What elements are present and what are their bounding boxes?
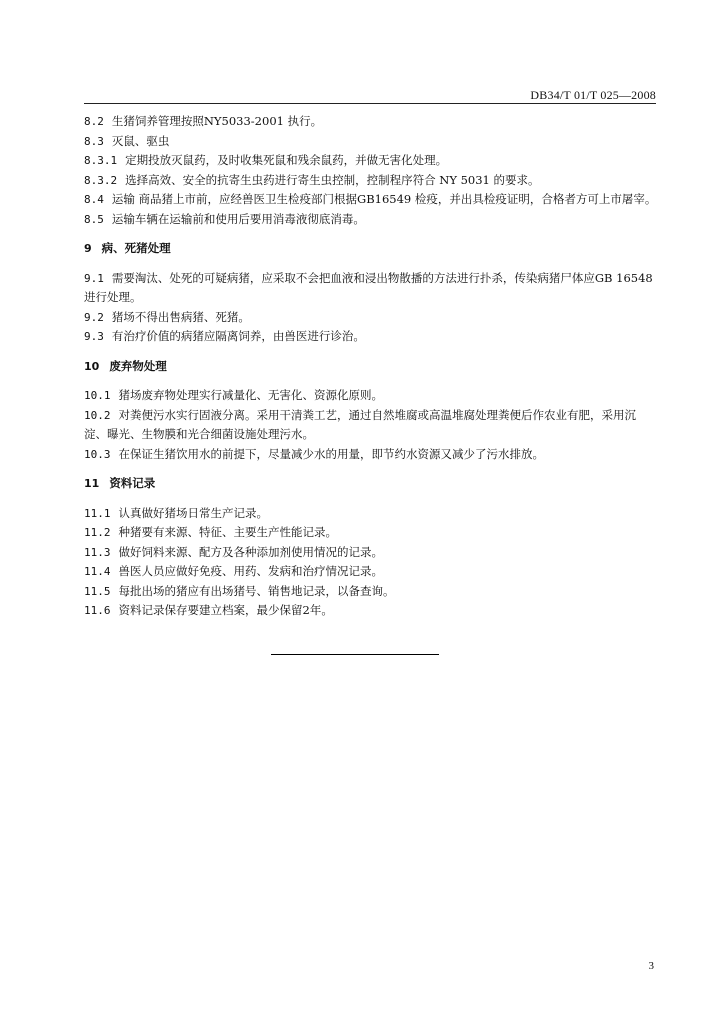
clause-number: 11.6 bbox=[84, 604, 111, 617]
clause-text: 对粪便污水实行固液分离。采用干清粪工艺，通过自然堆腐或高温堆腐处理粪便后作农业有肥，采用沉淀、曝光、生物膜和光合细菌设施处理污水。 bbox=[84, 407, 636, 441]
clause-text: 猪场废弃物处理实行减量化、无害化、资源化原则。 bbox=[118, 388, 383, 402]
clause-11-6 bbox=[84, 601, 658, 621]
clause-8-3 bbox=[84, 132, 658, 152]
section-title: 资料记录 bbox=[109, 476, 156, 490]
clause-text: 每批出场的猪应有出场猪号、销售地记录，以备查询。 bbox=[118, 583, 395, 598]
clause-number: 8.4 bbox=[84, 193, 104, 206]
clause-number: 11.3 bbox=[84, 545, 111, 559]
clause-8-5 bbox=[84, 210, 658, 230]
clause-text: 兽医人员应做好免疫、用药、发病和治疗情况记录。 bbox=[118, 564, 383, 578]
clause-11-5 bbox=[84, 582, 658, 602]
section-title: 病、死猪处理 bbox=[101, 241, 171, 255]
end-of-document-rule bbox=[271, 654, 439, 655]
clause-10-2 bbox=[84, 406, 658, 445]
page-number: 3 bbox=[648, 960, 654, 972]
clause-number: 11.5 bbox=[84, 584, 111, 598]
clause-9-2 bbox=[84, 308, 658, 328]
document-code-header: DB34/T 01/T 025—2008 bbox=[530, 88, 656, 102]
clause-number: 8.3.2 bbox=[84, 173, 118, 187]
clause-10-3 bbox=[84, 445, 658, 465]
clause-11-1 bbox=[84, 504, 658, 524]
document-body bbox=[84, 112, 658, 621]
section-number: 10 bbox=[84, 359, 100, 373]
clause-text: 选择高效、安全的抗寄生虫药进行寄生虫控制，控制程序符合 NY 5031 的要求。 bbox=[125, 172, 540, 187]
clause-text: 灭鼠、驱虫 bbox=[111, 133, 170, 148]
section-heading-9 bbox=[84, 239, 658, 259]
clause-text: 运输 商品猪上市前，应经兽医卫生检疫部门根据GB16549 检疫，并出具检疫证明，合格者方可上市屠宰。 bbox=[111, 192, 657, 206]
section-heading-10 bbox=[84, 357, 658, 377]
section-title: 废弃物处理 bbox=[109, 358, 167, 373]
section-heading-11 bbox=[84, 474, 658, 494]
clause-number: 10.1 bbox=[84, 389, 111, 402]
clause-text: 做好饲料来源、配方及各种添加剂使用情况的记录。 bbox=[118, 544, 383, 559]
clause-text: 种猪要有来源、特征、主要生产性能记录。 bbox=[118, 525, 337, 539]
clause-number: 9.2 bbox=[84, 310, 104, 324]
section-number: 9 bbox=[84, 242, 92, 255]
clause-8-4 bbox=[84, 190, 658, 210]
clause-8-3-1 bbox=[84, 151, 658, 171]
clause-text: 运输车辆在运输前和使用后要用消毒液彻底消毒。 bbox=[111, 211, 365, 226]
header-rule bbox=[84, 103, 656, 104]
clause-text: 认真做好猪场日常生产记录。 bbox=[118, 505, 268, 520]
clause-number: 10.3 bbox=[84, 447, 111, 461]
clause-8-3-2 bbox=[84, 171, 658, 191]
clause-8-2 bbox=[84, 112, 658, 132]
clause-text: 有治疗价值的病猪应隔离饲养，由兽医进行诊治。 bbox=[111, 329, 365, 343]
clause-11-2 bbox=[84, 523, 658, 543]
clause-number: 11.2 bbox=[84, 526, 111, 539]
clause-11-4 bbox=[84, 562, 658, 582]
clause-number: 9.1 bbox=[84, 271, 104, 285]
clause-10-1 bbox=[84, 386, 658, 406]
clause-number: 8.2 bbox=[84, 115, 104, 128]
clause-9-3 bbox=[84, 327, 658, 347]
clause-text: 定期投放灭鼠药，及时收集死鼠和残余鼠药，并做无害化处理。 bbox=[125, 153, 448, 167]
clause-number: 9.3 bbox=[84, 330, 104, 343]
section-number: 11 bbox=[84, 477, 100, 490]
clause-text: 在保证生猪饮用水的前提下，尽量减少水的用量，即节约水资源又减少了污水排放。 bbox=[118, 446, 544, 461]
clause-text: 需要淘汰、处死的可疑病猪，应采取不会把血液和浸出物散播的方法进行扑杀，传染病猪尸体应GB 16548进行处理。 bbox=[84, 270, 653, 304]
clause-number: 8.3.1 bbox=[84, 154, 118, 167]
clause-text: 生猪饲养管理按照NY5033-2001 执行。 bbox=[111, 114, 323, 128]
clause-number: 8.3 bbox=[84, 134, 104, 148]
clause-9-1 bbox=[84, 269, 658, 308]
clause-number: 8.5 bbox=[84, 212, 104, 226]
clause-number: 11.1 bbox=[84, 506, 111, 520]
clause-number: 11.4 bbox=[84, 565, 111, 578]
clause-number: 10.2 bbox=[84, 408, 111, 422]
clause-text: 猪场不得出售病猪、死猪。 bbox=[111, 309, 250, 324]
clause-11-3 bbox=[84, 543, 658, 563]
clause-text: 资料记录保存要建立档案，最少保留2年。 bbox=[118, 603, 333, 617]
